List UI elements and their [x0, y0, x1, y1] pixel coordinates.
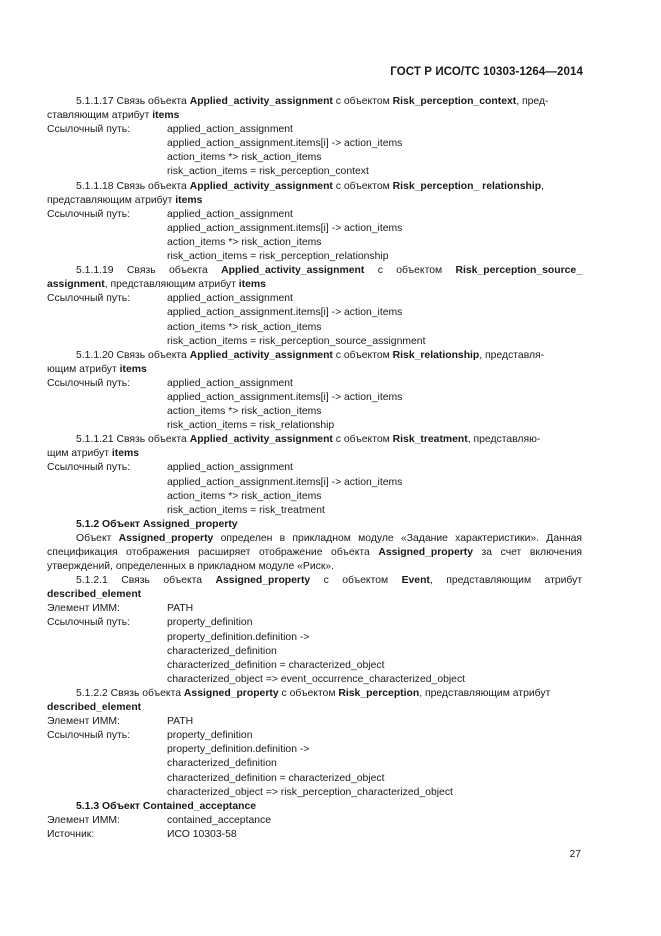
entity-name: Applied_activity_assignment — [189, 434, 333, 446]
entity-name: Applied_activity_assignment — [221, 265, 365, 277]
path-line: characterized_object => event_occurrence_characterized_object — [167, 673, 466, 685]
path-line: applied_action_assignment.items[i] -> action_items — [167, 307, 403, 319]
entity-name: Risk_perception_ relationship — [392, 180, 542, 192]
clause-5-1-1-20-cont: ющим атрибут items — [47, 363, 147, 375]
path-line: property_definition — [167, 730, 253, 742]
ref-path-label: Ссылочный путь: — [47, 617, 131, 629]
entity-name: Assigned_property — [183, 687, 279, 699]
imm-element-row — [47, 715, 582, 729]
path-line: applied_action_assignment — [167, 124, 293, 136]
clause-5-1-2-1: 5.1.2.1 Связь объекта Assigned_property с объектом Event, представляющим атрибут — [76, 575, 583, 587]
source-value: ИСО 10303-58 — [167, 828, 237, 840]
attribute-name: items — [238, 279, 266, 291]
ref-path-row — [47, 729, 582, 743]
path-line: applied_action_assignment — [167, 293, 293, 305]
entity-name: Assigned_property — [378, 547, 474, 558]
ref-path-row — [47, 616, 582, 630]
imm-element-label: Элемент ИММ: — [47, 603, 120, 615]
clause-5-1-1-19: 5.1.1.19 Связь объекта Applied_activity_assignment с объектом Risk_perception_source_ — [76, 265, 582, 277]
path-line: characterized_definition = characterized_object — [167, 772, 385, 784]
entity-name: Risk_treatment — [392, 434, 468, 446]
path-line: property_definition — [167, 617, 253, 629]
entity-name: Applied_activity_assignment — [189, 96, 333, 107]
ref-path-label: Ссылочный путь: — [47, 208, 131, 220]
path-line: action_items *> risk_action_items — [167, 236, 322, 248]
path-line: risk_action_items = risk_treatment — [167, 504, 325, 516]
attribute-name: items — [152, 110, 180, 122]
clause-5-1-2-1-cont — [47, 588, 582, 602]
ref-path-label: Ссылочный путь: — [47, 293, 131, 305]
imm-element-row — [47, 602, 582, 616]
path-line: characterized_definition — [167, 758, 277, 770]
clause-5-1-1-20: 5.1.1.20 Связь объекта Applied_activity_assignment с объектом Risk_relationship, представля- — [76, 349, 545, 361]
imm-element-value: PATH — [167, 603, 194, 615]
imm-element-value: PATH — [167, 716, 194, 728]
ref-path-label: Ссылочный путь: — [47, 462, 131, 474]
entity-name: Applied_activity_assignment — [189, 349, 333, 361]
entity-name: Applied_activity_assignment — [189, 180, 333, 192]
entity-name: Assigned_property — [215, 575, 311, 587]
clause-5-1-1-17-cont: ставляющим атрибут items — [47, 110, 180, 122]
path-line: applied_action_assignment.items[i] -> action_items — [167, 476, 403, 488]
ref-path-row — [47, 377, 582, 391]
path-line: risk_action_items = risk_perception_source_assignment — [167, 335, 426, 347]
entity-name: assignment — [47, 279, 105, 291]
ref-path-label: Ссылочный путь: — [47, 377, 131, 389]
path-line: action_items *> risk_action_items — [167, 321, 322, 333]
entity-name: Risk_perception_source_ — [455, 265, 582, 277]
source-label: Источник: — [47, 828, 95, 840]
path-line: property_definition.definition -> — [167, 631, 310, 643]
path-line: action_items *> risk_action_items — [167, 490, 322, 502]
entity-name: Risk_perception — [338, 687, 420, 699]
path-line: property_definition.definition -> — [167, 744, 310, 756]
attribute-name: items — [175, 194, 203, 206]
path-line: risk_action_items = risk_perception_context — [167, 166, 369, 178]
clause-5-1-2-2: 5.1.2.2 Связь объекта Assigned_property с объектом Risk_perception, представляющим атрибут — [76, 687, 551, 699]
path-line: applied_action_assignment.items[i] -> action_items — [167, 391, 403, 403]
clause-5-1-2-2-cont — [47, 701, 582, 715]
clause-5-1-1-18-cont: представляющим атрибут items — [47, 194, 203, 206]
entity-name: Risk_relationship — [392, 349, 480, 361]
attribute-name: items — [111, 448, 139, 460]
path-line: applied_action_assignment — [167, 208, 293, 220]
path-line: risk_action_items = risk_perception_relationship — [167, 251, 389, 263]
ref-path-row — [47, 208, 582, 222]
entity-name: Event — [401, 575, 430, 587]
attribute-name: described_element — [47, 702, 142, 714]
entity-name: Assigned_property — [118, 532, 214, 544]
imm-element-label: Элемент ИММ: — [47, 814, 120, 826]
section-heading-5-1-2: 5.1.2 Объект Assigned_property — [76, 518, 238, 530]
clause-5-1-1-18: 5.1.1.18 Связь объекта Applied_activity_assignment с объектом Risk_perception_ relationship, — [76, 180, 544, 192]
source-row — [47, 828, 582, 842]
imm-element-label: Элемент ИММ: — [47, 716, 120, 728]
path-line: characterized_definition — [167, 645, 277, 657]
path-line: risk_action_items = risk_relationship — [167, 420, 335, 432]
clause-5-1-1-19-cont: assignment, представляющим атрибут items — [47, 279, 266, 291]
path-line: characterized_definition = characterized_object — [167, 659, 385, 671]
document-header: ГОСТ Р ИСО/ТС 10303-1264—2014 — [390, 66, 583, 78]
ref-path-label: Ссылочный путь: — [47, 124, 131, 136]
ref-path-label: Ссылочный путь: — [47, 730, 131, 742]
clause-5-1-1-21: 5.1.1.21 Связь объекта Applied_activity_assignment с объектом Risk_treatment, представляю- — [76, 434, 541, 446]
path-line: applied_action_assignment — [167, 377, 293, 389]
path-line: characterized_object => risk_perception_characterized_object — [167, 786, 453, 798]
imm-element-row — [47, 814, 582, 828]
path-line: applied_action_assignment.items[i] -> action_items — [167, 222, 403, 234]
ref-path-row — [47, 292, 582, 306]
attribute-name: described_element — [47, 589, 142, 601]
path-line: applied_action_assignment.items[i] -> action_items — [167, 138, 403, 150]
imm-element-value: contained_acceptance — [167, 814, 271, 826]
path-line: applied_action_assignment — [167, 462, 293, 474]
attribute-name: items — [119, 363, 147, 375]
ref-path-row — [47, 123, 582, 137]
path-line: action_items *> risk_action_items — [167, 406, 322, 418]
section-5-1-2-text: Объект Assigned_property определен в прикладном модуле «Задание характеристики». Данная спецификация отображения расширяет отображение объекта Assigned_property за счет включения утверждений, определенных в прикладном модуле «Риск». — [47, 532, 582, 573]
ref-path-row — [47, 461, 582, 475]
path-line: action_items *> risk_action_items — [167, 152, 322, 164]
clause-5-1-1-21-cont: щим атрибут items — [47, 448, 139, 460]
section-heading-5-1-3: 5.1.3 Объект Contained_acceptance — [76, 800, 257, 812]
entity-name: Risk_perception_context — [392, 96, 517, 107]
page-number: 27 — [569, 849, 581, 860]
clause-5-1-1-17: 5.1.1.17 Связь объекта Applied_activity_assignment с объектом Risk_perception_context, пред- — [76, 96, 549, 107]
document-body — [47, 95, 582, 842]
